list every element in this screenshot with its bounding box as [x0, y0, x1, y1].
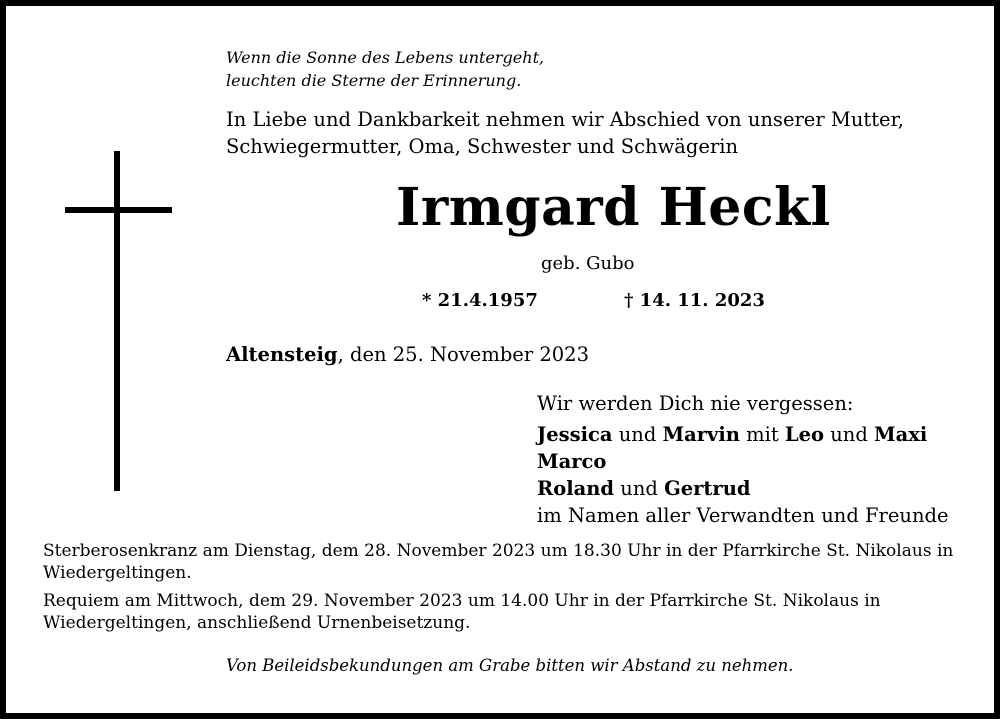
mourners-line-1: Jessica und Marvin mit Leo und Maxi: [537, 423, 928, 446]
rosary-line-1: Sterberosenkranz am Dienstag, dem 28. November 2023 um 18.30 Uhr in der Pfarrkirche St. Nikolaus in: [43, 541, 954, 561]
mourner-name: Marvin: [662, 423, 740, 446]
mourners-line-4: im Namen aller Verwandten und Freunde: [537, 504, 949, 527]
notice-date: den 25. November 2023: [343, 343, 589, 366]
motto-line-2: leuchten die Sterne der Erinnerung.: [226, 71, 522, 90]
rosary-notice: [43, 540, 953, 584]
motto-line-1: Wenn die Sonne des Lebens untergeht,: [226, 48, 545, 67]
mourner-name: Jessica: [537, 423, 613, 446]
mourner-name: Leo: [784, 423, 825, 446]
mourners-block: [537, 390, 949, 529]
closing-note: Von Beileidsbekundungen am Grabe bitten wir Abstand zu nehmen.: [226, 656, 794, 675]
motto: [226, 46, 544, 92]
requiem-line-2: Wiedergeltingen, anschließend Urnenbeisetzung.: [43, 613, 471, 633]
mourners-line-3: Roland und Gertrud: [537, 477, 751, 500]
mourner-name: Roland: [537, 477, 615, 500]
rosary-line-2: Wiedergeltingen.: [43, 563, 192, 583]
mourner-name: Gertrud: [664, 477, 751, 500]
intro-text: [226, 106, 904, 160]
mourner-name: Maxi: [874, 423, 928, 446]
deceased-name: Irmgard Heckl: [396, 177, 831, 238]
mourners-heading: Wir werden Dich nie vergessen:: [537, 392, 854, 415]
intro-line-2: Schwiegermutter, Oma, Schwester und Schwägerin: [226, 135, 739, 158]
place-name: Altensteig: [226, 343, 338, 366]
place-separator: ,: [337, 343, 344, 366]
requiem-notice: [43, 590, 881, 634]
requiem-line-1: Requiem am Mittwoch, dem 29. November 2023 um 14.00 Uhr in der Pfarrkirche St. Nikolaus in: [43, 591, 881, 611]
cross-icon-vertical-bar: [114, 151, 120, 491]
maiden-name: geb. Gubo: [541, 253, 635, 274]
intro-line-1: In Liebe und Dankbarkeit nehmen wir Abschied von unserer Mutter,: [226, 108, 904, 131]
birth-date: * 21.4.1957: [422, 290, 538, 311]
cross-icon-horizontal-bar: [65, 207, 172, 213]
death-date: † 14. 11. 2023: [624, 290, 765, 311]
mourners-line-2: [537, 448, 949, 475]
place-date: [226, 343, 589, 366]
mourner-name: Marco: [537, 450, 607, 473]
